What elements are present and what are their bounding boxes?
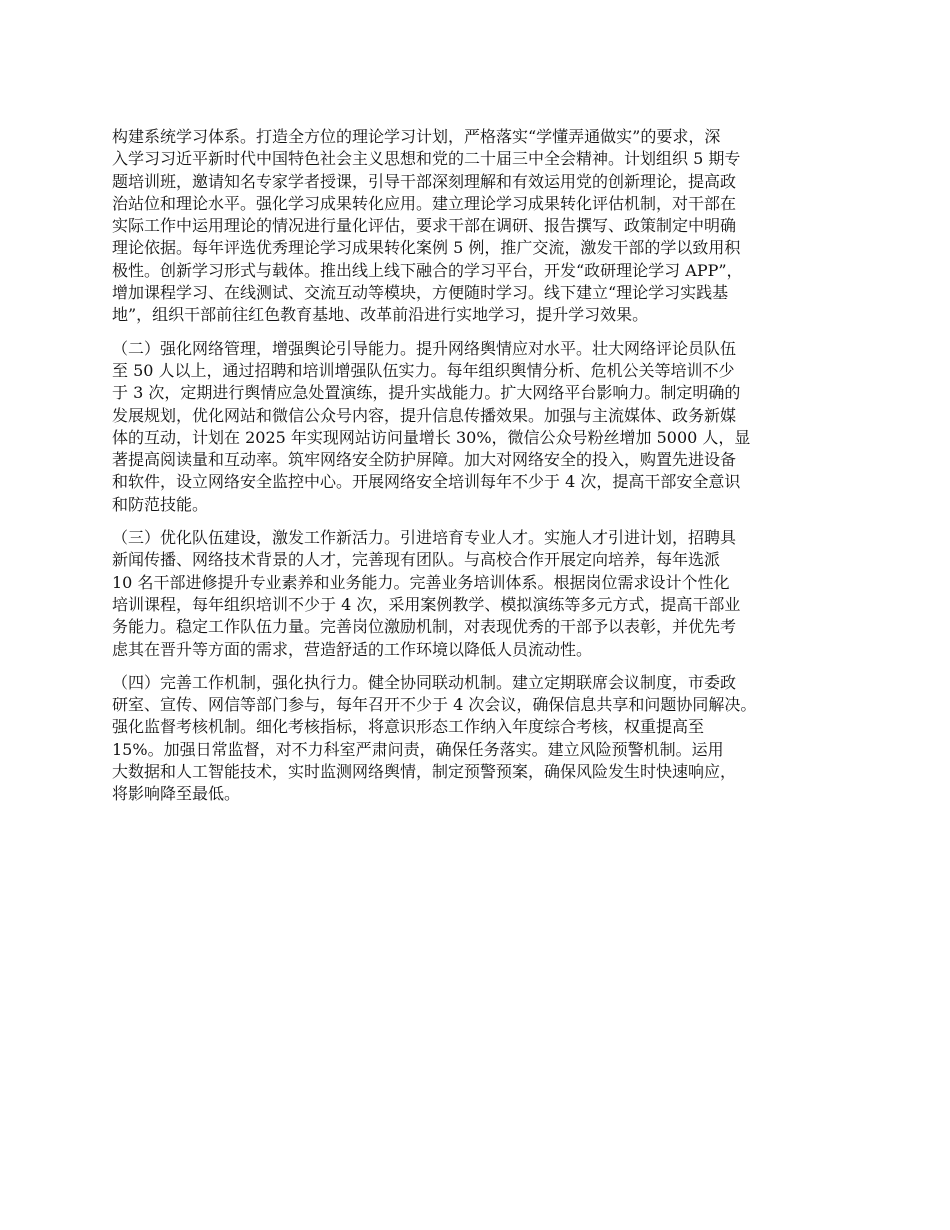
text-line: 培训课程，每年组织培训不少于 4 次，采用案例教学、模拟演练等多元方式，提高干部业: [112, 594, 741, 614]
text-line: 发展规划，优化网站和微信公众号内容，提升信息传播效果。加强与主流媒体、政务新媒: [112, 405, 737, 425]
text-line: 题培训班，邀请知名专家学者授课，引导干部深刻理解和有效运用党的创新理论，提高政: [112, 171, 737, 191]
document-body: [112, 126, 848, 817]
text-line: 著提高阅读量和互动率。筑牢网络安全防护屏障。加大对网络安全的投入，购置先进设备: [112, 450, 737, 470]
text-line: 强化监督考核机制。细化考核指标，将意识形态工作纳入年度综合考核，权重提高至: [112, 717, 705, 737]
text-line: 新闻传播、网络技术背景的人才，完善现有团队。与高校合作开展定向培养，每年选派: [112, 550, 721, 570]
text-line: 务能力。稳定工作队伍力量。完善岗位激励机制，对表现优秀的干部予以表彰，并优先考: [112, 617, 737, 637]
text-line: 将影响降至最低。: [112, 784, 241, 804]
text-line: 大数据和人工智能技术，实时监测网络舆情，制定预警预案，确保风险发生时快速响应，: [112, 762, 737, 782]
paragraph-team-building: [112, 527, 848, 661]
text-line: 体的互动，计划在 2025 年实现网站访问量增长 30%，微信公众号粉丝增加 5000 人，显: [112, 427, 751, 447]
text-line: 至 50 人以上，通过招聘和培训增强队伍实力。每年组织舆情分析、危机公关等培训不少: [112, 360, 735, 380]
text-line: 极性。创新学习形式与载体。推出线上线下融合的学习平台，开发“政研理论学习 APP”，: [112, 260, 743, 280]
text-line: 研室、宣传、网信等部门参与，每年召开不少于 4 次会议，确保信息共享和问题协同解决。: [112, 695, 757, 715]
text-line: 治站位和理论水平。强化学习成果转化应用。建立理论学习成果转化评估机制，对干部在: [112, 193, 737, 213]
text-line: 于 3 次，定期进行舆情应急处置演练，提升实战能力。扩大网络平台影响力。制定明确的: [112, 383, 741, 403]
text-line: 和软件，设立网络安全监控中心。开展网络安全培训每年不少于 4 次，提高干部安全意识: [112, 472, 741, 492]
text-line: 虑其在晋升等方面的需求，营造舒适的工作环境以降低人员流动性。: [112, 639, 593, 659]
paragraph-learning-system: [112, 126, 848, 327]
text-line: 10 名干部进修提升专业素养和业务能力。完善业务培训体系。根据岗位需求设计个性化: [112, 572, 730, 592]
text-line: 和防范技能。: [112, 494, 209, 514]
text-line: （二）强化网络管理，增强舆论引导能力。提升网络舆情应对水平。壮大网络评论员队伍: [112, 338, 737, 358]
text-line: （四）完善工作机制，强化执行力。健全协同联动机制。建立定期联席会议制度，市委政: [112, 672, 737, 692]
text-line: 入学习习近平新时代中国特色社会主义思想和党的二十届三中全会精神。计划组织 5 期专: [112, 149, 741, 169]
text-line: 地”，组织干部前往红色教育基地、改革前沿进行实地学习，提升学习效果。: [112, 305, 649, 325]
paragraph-work-mechanism: [112, 672, 848, 806]
text-line: 增加课程学习、在线测试、交流互动等模块，方便随时学习。线下建立“理论学习实践基: [112, 283, 729, 303]
text-line: 理论依据。每年评选优秀理论学习成果转化案例 5 例，推广交流，激发干部的学以致用积: [112, 238, 741, 258]
text-line: 构建系统学习体系。打造全方位的理论学习计划，严格落实“学懂弄通做实”的要求，深: [112, 127, 721, 146]
text-line: 15%。加强日常监督，对不力科室严肃问责，确保任务落实。建立风险预警机制。运用: [112, 739, 724, 759]
text-line: （三）优化队伍建设，激发工作新活力。引进培育专业人才。实施人才引进计划，招聘具: [112, 528, 737, 548]
text-line: 实际工作中运用理论的情况进行量化评估，要求干部在调研、报告撰写、政策制定中明确: [112, 216, 737, 236]
paragraph-network-management: [112, 338, 848, 516]
